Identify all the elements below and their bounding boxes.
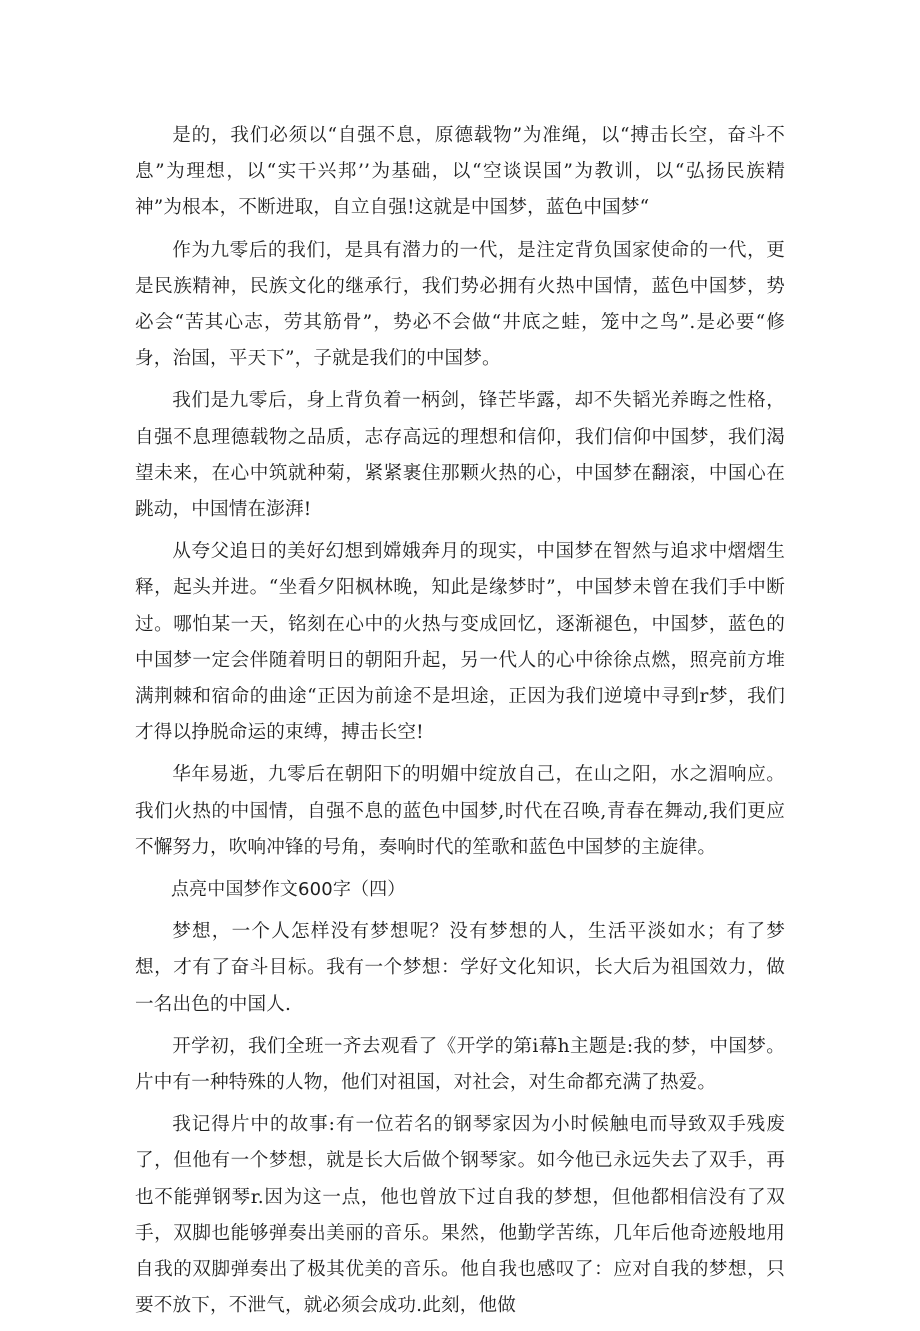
paragraph-7: 开学初，我们全班一齐去观看了《开学的第i幕h主题是:我的梦，中国梦。片中有一种特殊的人物，他们对祖国，对社会，对生命都充满了热爱。: [135, 1035, 785, 1094]
paragraph-5: 华年易逝，九零后在朝阳下的明媚中绽放自己，在山之阳，水之湄响应。我们火热的中国情，自强不息的蓝色中国梦,时代在召唤,青春在舞动,我们更应不懈努力，吹响冲锋的号角，奏响时代的笙歌和蓝色中国梦的主旋律。: [135, 764, 785, 858]
paragraph-2: 作为九零后的我们，是具有潜力的一代，是注定背负国家使命的一代，更是民族精神，民族文化的继承行，我们势必拥有火热中国情，蓝色中国梦，势必会“苦其心志，劳其筋骨”，势必不会做“井底之蛙，笼中之鸟”.是必要“修身，治国，平天下”，子就是我们的中国梦。: [135, 239, 785, 370]
paragraph-1: 是的，我们必须以“自强不息，原德载物”为准绳，以“搏击长空，奋斗不息”为理想，以“实干兴邦’’为基础，以“空谈误国”为教训，以“弘扬民族精神”为根本，不断进取，自立自强!这就是中国梦，蓝色中国梦“: [135, 125, 785, 219]
document-body: [135, 118, 785, 1331]
paragraph-3: 我们是九零后，身上背负着一柄剑，锋芒毕露，却不失韬光养晦之性格，自强不息理德载物之品质，志存高远的理想和信仰，我们信仰中国梦，我们渴望未来，在心中筑就种菊，紧紧裹住那颗火热的心，中国梦在翻滚，中国心在跳动，中国情在澎湃!: [135, 390, 785, 521]
paragraph-4: 从夸父追日的美好幻想到嫦娥奔月的现实，中国梦在智然与追求中熠熠生释，起头并进。“坐看夕阳枫林晚，知此是缘梦时”，中国梦未曾在我们手中断过。哪怕某一天，铭刻在心中的火热与变成回忆，逐渐褪色，中国梦，蓝色的中国梦一定会伴随着明日的朝阳升起，另一代人的心中徐徐点燃，照亮前方堆满荆棘和宿命的曲途“正因为前途不是坦途，正因为我们逆境中寻到r梦，我们才得以挣脱命运的束缚，搏击长空!: [135, 541, 785, 744]
paragraph-6: 梦想，一个人怎样没有梦想呢？没有梦想的人，生活平淡如水；有了梦想，才有了奋斗目标。我有一个梦想：学好文化知识，长大后为祖国效力，做一名出色的中国人.: [135, 921, 785, 1015]
paragraph-8: 我记得片中的故事:有一位若名的钢琴家因为小时候触电而导致双手残废了，但他有一个梦想，就是长大后做个钢琴家。如今他已永远失去了双手，再也不能弹钢琴r.因为这一点，他也曾放下过自我的梦想，但他都相信没有了双手，双脚也能够弹奏出美丽的音乐。果然，他勤学苦练，几年后他奇迹般地用自我的双脚弹奏出了极其优美的音乐。他自我也感叹了：应对自我的梦想，只要不放下，不泄气，就必须会成功.此刻，他做: [135, 1114, 785, 1317]
section-heading: 点亮中国梦作文600字（四）: [171, 879, 406, 901]
